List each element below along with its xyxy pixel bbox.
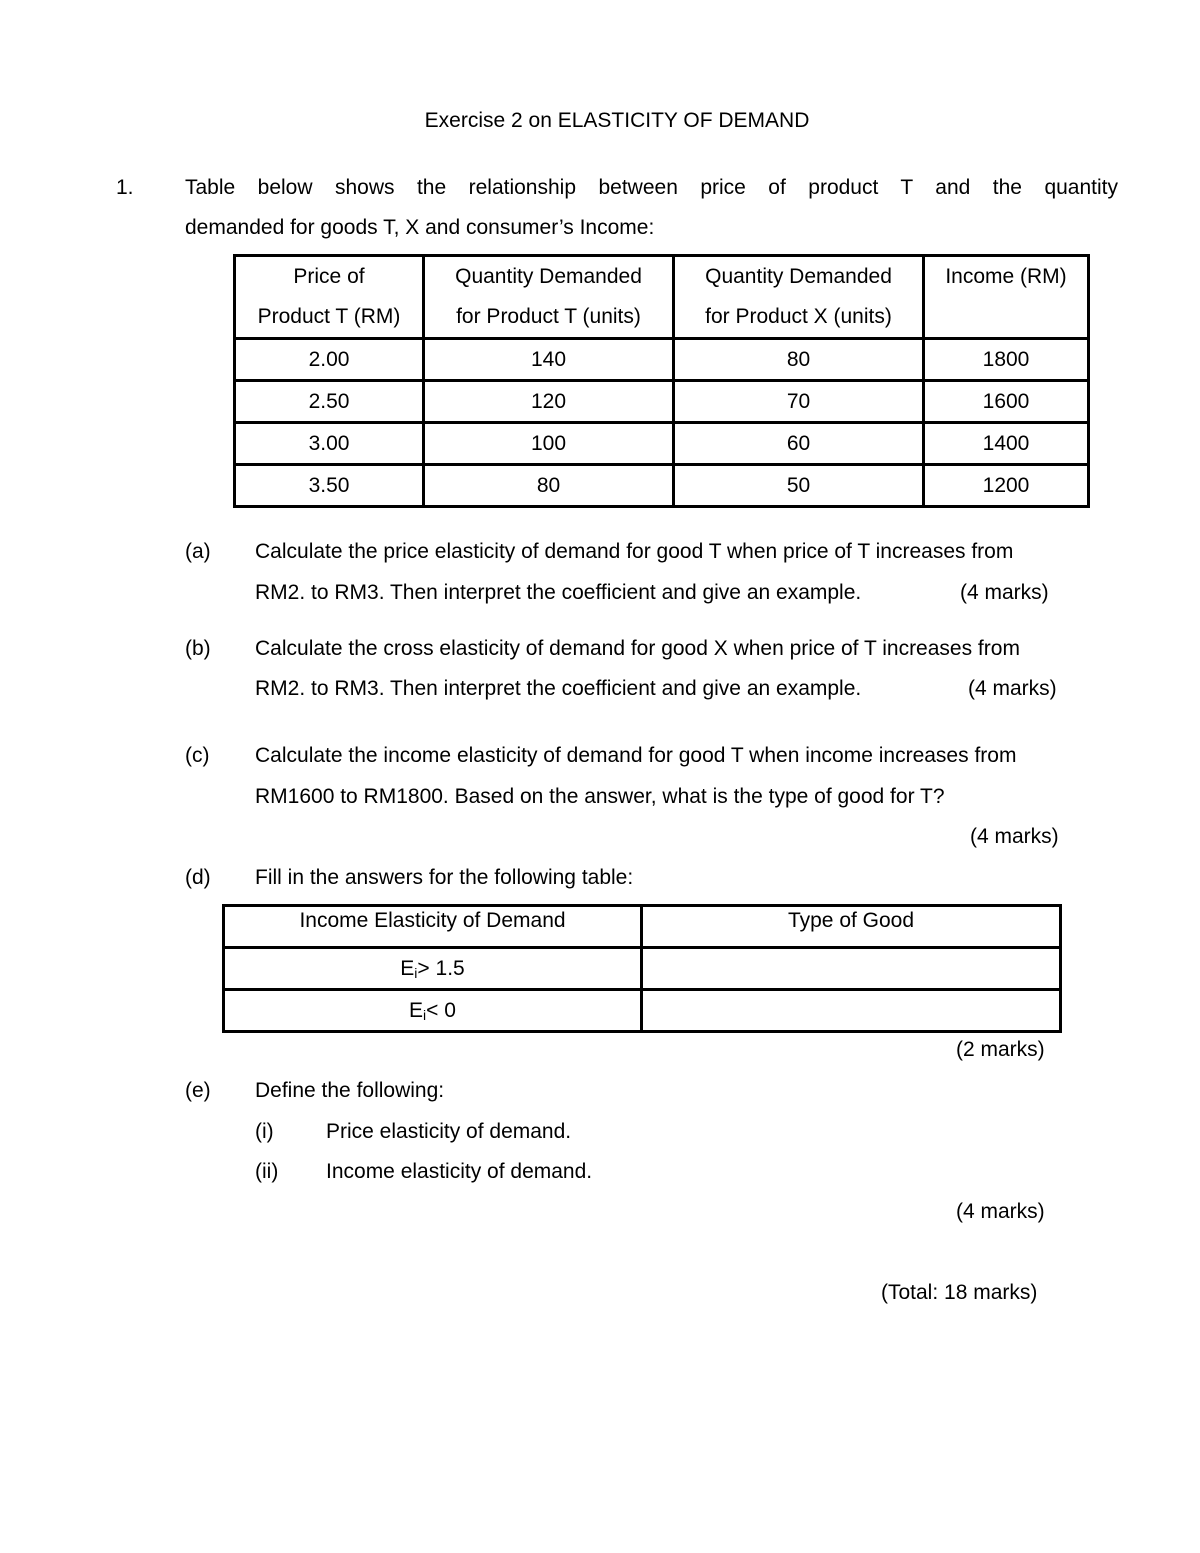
part-b-label: (b) <box>185 637 211 660</box>
part-e-marks: (4 marks) <box>956 1200 1045 1223</box>
part-e-sub-i-text: Price elasticity of demand. <box>326 1120 572 1143</box>
demand-table <box>233 254 1090 508</box>
part-a-marks: (4 marks) <box>960 581 1049 604</box>
header-income-elasticity: Income Elasticity of Demand <box>224 906 642 948</box>
part-c-line1: Calculate the income elasticity of demand for good T when income increases from <box>255 744 1017 767</box>
table-cell: 1600 <box>924 381 1089 423</box>
table-row <box>235 423 1089 465</box>
header-price: Price of Product T (RM) <box>235 256 424 339</box>
part-c-line2: RM1600 to RM1800. Based on the answer, what is the type of good for T? <box>255 785 945 808</box>
table-row <box>235 381 1089 423</box>
table-row <box>224 990 1061 1032</box>
demand-table-header-row <box>235 256 1089 339</box>
table-cell: 2.00 <box>235 339 424 381</box>
part-e-line1: Define the following: <box>255 1079 445 1102</box>
table-cell: 1800 <box>924 339 1089 381</box>
part-d-marks: (2 marks) <box>956 1038 1045 1061</box>
question-number: 1. <box>116 176 134 199</box>
part-e-sub-ii-label: (ii) <box>255 1160 279 1183</box>
table-cell: 60 <box>674 423 924 465</box>
part-e-sub-ii-text: Income elasticity of demand. <box>326 1160 593 1183</box>
income-elasticity-table <box>222 904 1062 1033</box>
part-d-line1: Fill in the answers for the following table: <box>255 866 634 889</box>
table-cell: 50 <box>674 465 924 507</box>
question-intro-line1: Table below shows the relationship between price of product T and the quantity <box>185 176 1118 199</box>
question-intro-line2: demanded for goods T, X and consumer’s Income: <box>185 216 655 239</box>
answer-cell[interactable] <box>642 990 1061 1032</box>
table-cell: 120 <box>424 381 674 423</box>
header-income: Income (RM) <box>924 256 1089 339</box>
table-cell: 80 <box>674 339 924 381</box>
part-e-label: (e) <box>185 1079 211 1102</box>
part-b-marks: (4 marks) <box>968 677 1057 700</box>
condition-cell: $E_i< 0$ <box>224 990 642 1032</box>
condition-cell: $E_i> 1.5$ <box>224 948 642 990</box>
total-marks: (Total: 18 marks) <box>881 1281 1038 1304</box>
table-row <box>224 948 1061 990</box>
table-row <box>235 339 1089 381</box>
header-type-of-good: Type of Good <box>642 906 1061 948</box>
table-cell: 100 <box>424 423 674 465</box>
part-a-line1: Calculate the price elasticity of demand for good T when price of T increases from <box>255 540 1014 563</box>
part-a-label: (a) <box>185 540 211 563</box>
part-d-label: (d) <box>185 866 211 889</box>
part-e-sub-i-label: (i) <box>255 1120 274 1143</box>
header-quantity-t: Quantity Demanded for Product T (units) <box>424 256 674 339</box>
table-cell: 80 <box>424 465 674 507</box>
table-cell: 2.50 <box>235 381 424 423</box>
answer-cell[interactable] <box>642 948 1061 990</box>
table-cell: 3.50 <box>235 465 424 507</box>
table-cell: 70 <box>674 381 924 423</box>
part-c-label: (c) <box>185 744 210 767</box>
table-cell: 1400 <box>924 423 1089 465</box>
table-row <box>235 465 1089 507</box>
part-b-line1: Calculate the cross elasticity of demand for good X when price of T increases from <box>255 637 1020 660</box>
income-table-header-row <box>224 906 1061 948</box>
table-cell: 1200 <box>924 465 1089 507</box>
document-title: Exercise 2 on ELASTICITY OF DEMAND <box>424 109 810 132</box>
table-cell: 140 <box>424 339 674 381</box>
part-c-marks: (4 marks) <box>970 825 1059 848</box>
table-cell: 3.00 <box>235 423 424 465</box>
part-a-line2: RM2. to RM3. Then interpret the coefficient and give an example. <box>255 581 862 604</box>
part-b-line2: RM2. to RM3. Then interpret the coefficient and give an example. <box>255 677 862 700</box>
header-quantity-x: Quantity Demanded for Product X (units) <box>674 256 924 339</box>
